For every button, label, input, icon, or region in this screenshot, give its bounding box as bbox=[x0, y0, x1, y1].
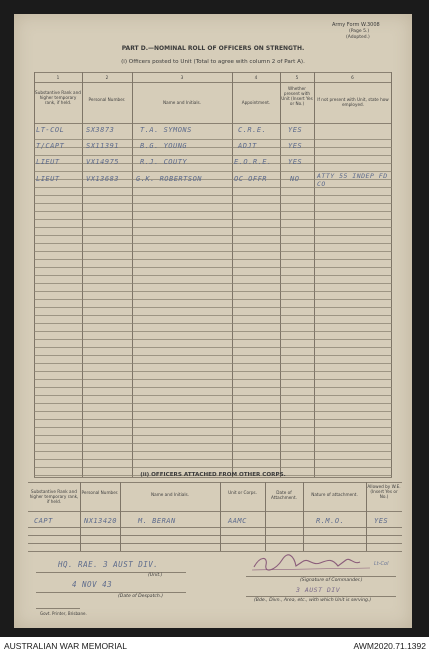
ruled-line bbox=[34, 139, 392, 140]
cell-rank: LIEUT bbox=[36, 175, 60, 183]
archive-caption: AUSTRALIAN WAR MEMORIAL bbox=[4, 641, 127, 651]
ruled-line bbox=[34, 291, 392, 292]
cell-name: R.J. COUTY bbox=[140, 158, 188, 166]
col-number: 4 bbox=[254, 75, 258, 80]
cell-appointment: OC OFFR bbox=[234, 175, 268, 183]
cell-appointment: C.R.E. bbox=[238, 126, 267, 134]
cell-number: VX14975 bbox=[86, 158, 120, 166]
cell-present: YES bbox=[288, 158, 303, 166]
ruled-line bbox=[34, 283, 392, 284]
cell-rank: CAPT bbox=[34, 517, 53, 525]
cell-rank: T/CAPT bbox=[36, 142, 65, 150]
ruled-line bbox=[34, 459, 392, 460]
ruled-line bbox=[34, 443, 392, 444]
cell-number: SX3873 bbox=[86, 126, 115, 134]
ruled-line bbox=[34, 227, 392, 228]
form-page: (Page 5.) bbox=[349, 29, 370, 34]
header-employed: If not present with Unit, state how employed. bbox=[317, 97, 389, 107]
ruled-line bbox=[34, 395, 392, 396]
date-value: 4 NOV 43 bbox=[72, 580, 113, 589]
ruled-line bbox=[34, 275, 392, 276]
date-label: (Date of Despatch.) bbox=[118, 594, 164, 599]
ruled-line bbox=[34, 451, 392, 452]
commander-signature bbox=[250, 554, 380, 574]
printer-imprint: Govt. Printer, Brisbane. bbox=[40, 611, 87, 616]
cell-rank: LT-COL bbox=[36, 126, 65, 134]
ruled-line bbox=[34, 307, 392, 308]
brigade-label: (Bde., Divn., Area, etc., with which Unit is serving.) bbox=[254, 598, 372, 603]
col-number: 1 bbox=[56, 75, 60, 80]
col-number: 2 bbox=[105, 75, 109, 80]
section-attached-title: (ii) OFFICERS ATTACHED FROM OTHER CORPS. bbox=[140, 472, 286, 478]
ruled-line bbox=[34, 427, 392, 428]
header-date-attachment: Date of Attachment. bbox=[271, 490, 297, 500]
cell-present: NO bbox=[290, 175, 300, 183]
col-number: 3 bbox=[180, 75, 184, 80]
header-personal-number: Personal Number. bbox=[81, 490, 119, 495]
ruled-line bbox=[34, 403, 392, 404]
cell-number: NX13420 bbox=[84, 517, 118, 525]
ruled-line bbox=[34, 339, 392, 340]
ruled-line bbox=[34, 243, 392, 244]
ruled-line bbox=[34, 435, 392, 436]
section-posted-title: (i) Officers posted to Unit (Total to agree with column 2 of Part A). bbox=[121, 59, 305, 65]
ruled-line bbox=[34, 347, 392, 348]
ruled-line bbox=[34, 379, 392, 380]
ruled-line bbox=[34, 323, 392, 324]
header-name: Name and Initials. bbox=[163, 100, 201, 105]
header-unit-corps: Unit or Corps. bbox=[228, 490, 257, 495]
cell-nature: R.M.O. bbox=[316, 517, 345, 525]
cell-appointment: E.O.R.E. bbox=[234, 158, 272, 166]
cell-number: SX11391 bbox=[86, 142, 120, 150]
signature-label: (Signature of Commander.) bbox=[300, 578, 363, 583]
cell-corps: AAMC bbox=[228, 517, 247, 525]
ruled-line bbox=[34, 315, 392, 316]
header-nature: Nature of attachment. bbox=[311, 492, 358, 497]
ruled-line bbox=[34, 419, 392, 420]
cell-allowed: YES bbox=[374, 517, 389, 525]
ruled-line bbox=[34, 363, 392, 364]
cell-present: YES bbox=[288, 142, 303, 150]
ruled-line bbox=[34, 387, 392, 388]
ruled-line bbox=[34, 251, 392, 252]
ruled-line bbox=[34, 219, 392, 220]
ruled-line bbox=[34, 235, 392, 236]
cell-number: VX13683 bbox=[86, 175, 120, 183]
ruled-line bbox=[34, 203, 392, 204]
cell-appointment: ADJT bbox=[238, 142, 257, 150]
ruled-line bbox=[34, 467, 392, 468]
col-number: 5 bbox=[295, 75, 299, 80]
cell-employed: ATTY 55 INDEP FD CO bbox=[317, 172, 388, 188]
cell-name: B.G. YOUNG bbox=[140, 142, 188, 150]
ruled-line bbox=[34, 267, 392, 268]
part-title: PART D.—NOMINAL ROLL OF OFFICERS ON STRENGTH. bbox=[121, 45, 305, 52]
form-status: (Adopted.) bbox=[346, 35, 370, 40]
ruled-line bbox=[34, 411, 392, 412]
header-appointment: Appointment. bbox=[241, 100, 271, 105]
ruled-line bbox=[34, 331, 392, 332]
header-rank: Substantive Rank and higher temporary rank, if held. bbox=[29, 489, 79, 504]
header-present: Whether present with Unit (Insert Yes or No.) bbox=[281, 86, 313, 106]
col-number: 6 bbox=[351, 75, 354, 80]
cell-name: G.K. ROBERTSON bbox=[136, 175, 203, 183]
signature-value: 3 AUST DIV bbox=[296, 586, 341, 594]
archive-reference: AWM2020.71.1392 bbox=[353, 641, 426, 651]
header-name: Name and Initials. bbox=[151, 492, 189, 497]
ruled-line bbox=[34, 195, 392, 196]
ruled-line bbox=[34, 299, 392, 300]
ruled-line bbox=[34, 355, 392, 356]
cell-present: YES bbox=[288, 126, 303, 134]
cell-rank: LIEUT bbox=[36, 158, 60, 166]
header-personal-number: Personal Number. bbox=[88, 97, 126, 102]
ruled-line bbox=[34, 371, 392, 372]
ruled-line bbox=[34, 155, 392, 156]
unit-label: (Unit.) bbox=[148, 573, 163, 578]
signature-rank: Lt-Col bbox=[374, 561, 389, 567]
army-form-sheet bbox=[14, 14, 412, 628]
ruled-line bbox=[34, 259, 392, 260]
form-code: Army Form W.3008 bbox=[332, 22, 380, 28]
unit-value: HQ. RAE. 3 AUST DIV. bbox=[58, 560, 159, 569]
header-allowed: Allowed by W.E. (Insert Yes or No.) bbox=[367, 484, 401, 499]
cell-name: M. BERAN bbox=[138, 517, 176, 525]
cell-name: T.A. SYMONS bbox=[140, 126, 192, 134]
ruled-line bbox=[34, 211, 392, 212]
header-rank: Substantive Rank and higher temporary rank, if held. bbox=[35, 90, 81, 105]
